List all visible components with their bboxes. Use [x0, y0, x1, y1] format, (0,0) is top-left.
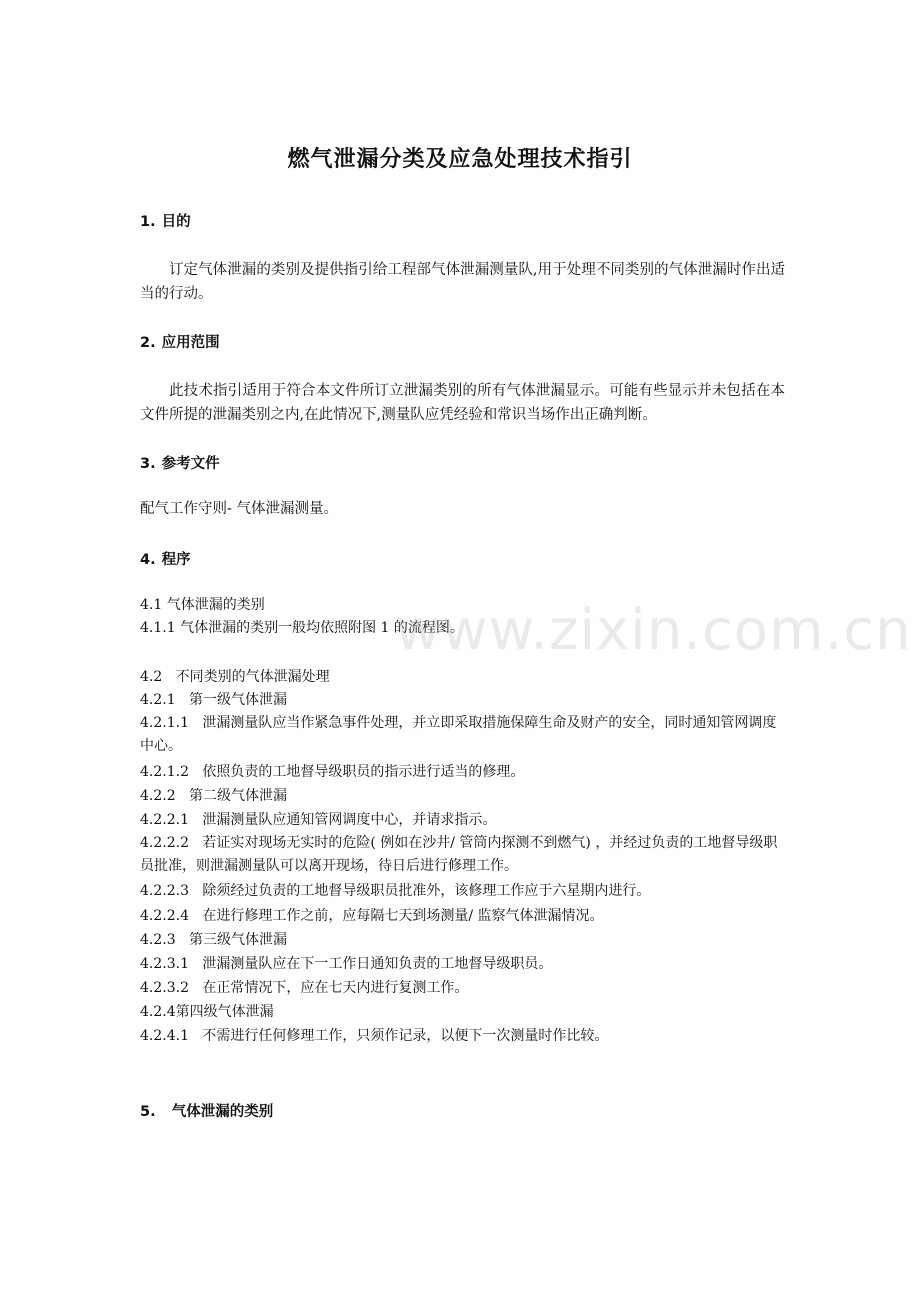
procedure-item-4-2-2-1: 4.2.2.1 泄漏测量队应通知管网调度中心，并请求指示。 — [140, 812, 497, 828]
procedure-item-4-2-2-3: 4.2.2.3 除须经过负责的工地督导级职员批准外，该修理工作应于六星期内进行。 — [140, 883, 651, 899]
section-3-body: 配气工作守则- 气体泄漏测量。 — [140, 501, 339, 517]
section-1-number: 1. — [140, 214, 156, 230]
procedure-item-4-2-1-1: 4.2.1.1 泄漏测量队应当作紧急事件处理，并立即采取措施保障生命及财产的安全，同时通知管网调度中心。 — [140, 715, 777, 754]
procedure-item-4-2: 4.2 不同类别的气体泄漏处理 — [140, 669, 330, 685]
procedure-item-4-2-2-4: 4.2.2.4 在进行修理工作之前，应每隔七天到场测量/ 监察气体泄漏情况。 — [140, 908, 604, 924]
procedure-item-4-2-4-1: 4.2.4.1 不需进行任何修理工作，只须作记录，以便下一次测量时作比较。 — [140, 1028, 609, 1044]
section-2-heading — [140, 331, 220, 352]
section-5-heading — [140, 1100, 273, 1121]
procedure-item-4-1: 4.1 气体泄漏的类别 — [140, 597, 265, 613]
procedure-item-4-2-2-2: 4.2.2.2 若证实对现场无实时的危险( 例如在沙井/ 管筒内探测不到燃气) ，并经过负责的工地督导级职员批准，则泄漏测量队可以离开现场，待日后进行修理工作。 — [140, 835, 778, 874]
section-1-heading — [140, 210, 191, 231]
section-4-title: 程序 — [161, 552, 191, 568]
section-4-heading — [140, 548, 191, 569]
section-3-number: 3. — [140, 456, 156, 472]
section-1-title: 目的 — [161, 214, 191, 230]
section-2-title: 应用范围 — [161, 335, 220, 351]
section-5-title: 气体泄漏的类别 — [171, 1104, 274, 1120]
procedure-item-4-2-3-1: 4.2.3.1 泄漏测量队应在下一工作日通知负责的工地督导级职员。 — [140, 956, 553, 972]
procedure-item-4-2-2: 4.2.2 第二级气体泄漏 — [140, 788, 287, 804]
section-5-number: 5. — [140, 1104, 156, 1120]
section-4-number: 4. — [140, 552, 156, 568]
procedure-item-4-1-1: 4.1.1 气体泄漏的类别一般均依照附图 1 的流程图。 — [140, 620, 464, 636]
document-title: 燃气泄漏分类及应急处理技术指引 — [287, 147, 633, 172]
section-3-title: 参考文件 — [161, 456, 220, 472]
procedure-item-4-2-3: 4.2.3 第三级气体泄漏 — [140, 932, 287, 948]
section-2-body: 此技术指引适用于符合本文件所订立泄漏类别的所有气体泄漏显示。可能有些显示并未包括在本文件所提的泄漏类别之内,在此情况下,测量队应凭经验和常识当场作出正确判断。 — [140, 383, 785, 423]
section-2-number: 2. — [140, 335, 156, 351]
procedure-item-4-2-1-2: 4.2.1.2 依照负责的工地督导级职员的指示进行适当的修理。 — [140, 764, 525, 780]
section-3-heading — [140, 452, 220, 473]
procedure-item-4-2-4: 4.2.4第四级气体泄漏 — [140, 1004, 274, 1020]
procedure-item-4-2-1: 4.2.1 第一级气体泄漏 — [140, 692, 287, 708]
procedure-item-4-2-3-2: 4.2.3.2 在正常情况下，应在七天内进行复测工作。 — [140, 980, 469, 996]
watermark-text: www.zixin.com.cn — [395, 598, 912, 663]
section-1-body: 订定气体泄漏的类别及提供指引给工程部气体泄漏测量队,用于处理不同类别的气体泄漏时作出适当的行动。 — [140, 262, 785, 302]
